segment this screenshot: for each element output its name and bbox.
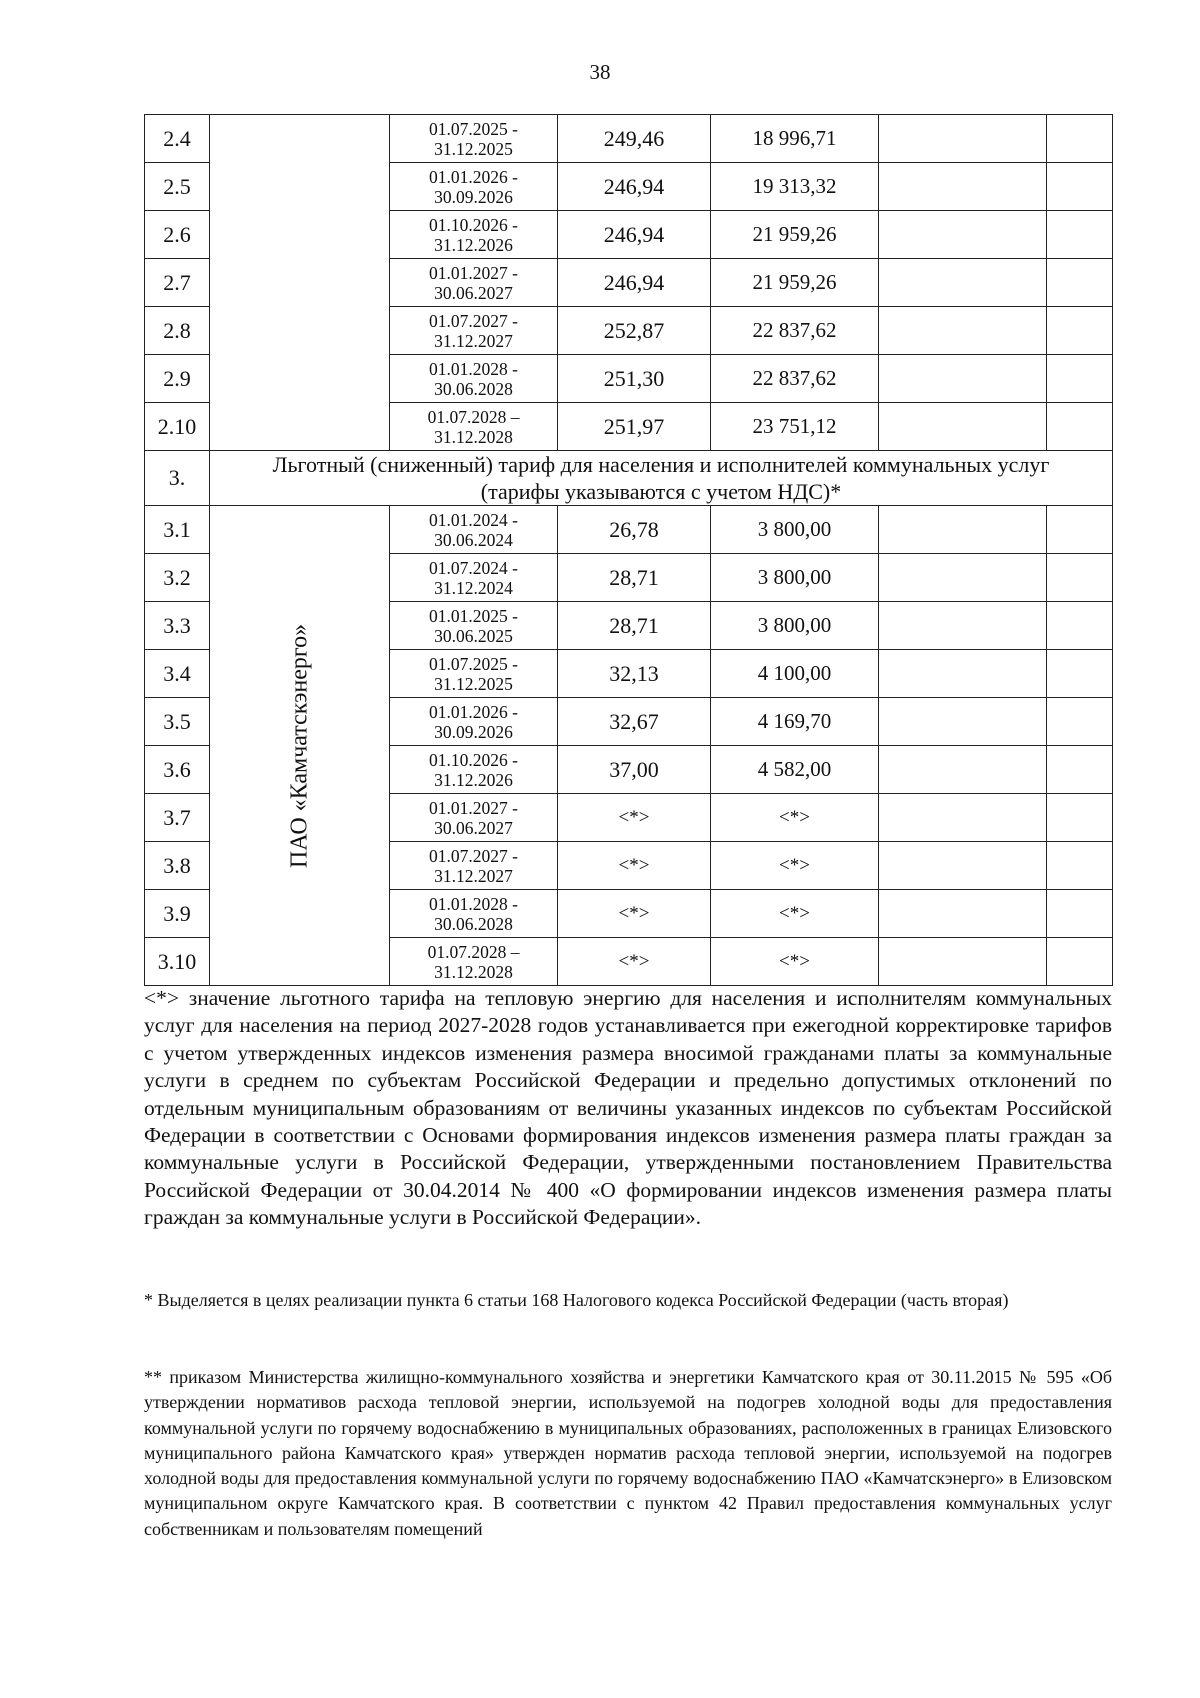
row-number: 3.5 [145, 698, 210, 746]
section-title-line1: Льготный (сниженный) тариф для населения и исполнителей коммунальных услуг [272, 452, 1050, 477]
page-number: 38 [589, 60, 611, 84]
period-from: 01.01.2025 - [429, 605, 518, 626]
empty-cell [1047, 842, 1113, 890]
empty-cell [1047, 794, 1113, 842]
tariff-value-cell: 3 800,00 [711, 506, 879, 554]
row-number: 3.3 [145, 602, 210, 650]
section-title [210, 451, 1113, 506]
empty-cell [1047, 938, 1113, 986]
tariff-table-body [145, 115, 1113, 986]
period-to: 31.12.2028 [434, 426, 513, 447]
empty-cell [1047, 259, 1113, 307]
tariff-rate-cell: <*> [558, 794, 711, 842]
tariff-value-cell: 19 313,32 [711, 163, 879, 211]
period-cell [390, 554, 558, 602]
tariff-value-cell: 22 837,62 [711, 355, 879, 403]
empty-cell [1047, 746, 1113, 794]
period-cell [390, 115, 558, 163]
star-footnote: <*> значение льготного тарифа на тепловую энергию для населения и исполнителям коммунальных услуг для населения на период 2027-2028 годов устанавливается при ежегодной корректировке тарифов с учетом утвержденных индексов изменения размера вносимой гражданами платы за коммунальные услуги в среднем по субъектам Российской Федерации и предельно допустимых отклонений по отдельным муниципальным образованиям от величины указанных индексов по субъектам Российской Федерации в соответствии с Основами формирования индексов изменения размера платы граждан за коммунальные услуги в Российской Федерации, утвержденными постановлением Правительства Российской Федерации от 30.04.2014 № 400 «О формировании индексов изменения размера платы граждан за коммунальные услуги в Российской Федерации». [144, 986, 1112, 1230]
period-from: 01.01.2027 - [429, 797, 518, 818]
empty-cell [879, 842, 1047, 890]
period-cell [390, 602, 558, 650]
empty-cell [879, 115, 1047, 163]
empty-cell [1047, 307, 1113, 355]
period-cell [390, 842, 558, 890]
period-from: 01.01.2028 - [429, 358, 518, 379]
empty-cell [1047, 554, 1113, 602]
row-number: 3.1 [145, 506, 210, 554]
empty-cell [879, 403, 1047, 451]
period-to: 31.12.2025 [434, 138, 513, 159]
table-row [145, 506, 1113, 554]
period-from: 01.07.2025 - [429, 653, 518, 674]
row-number: 3.10 [145, 938, 210, 986]
empty-cell [1047, 506, 1113, 554]
empty-cell [879, 938, 1047, 986]
tariff-rate-cell: <*> [558, 842, 711, 890]
period-to: 31.12.2026 [434, 769, 513, 790]
tariff-value-cell: 4 169,70 [711, 698, 879, 746]
tariff-value-cell: <*> [711, 842, 879, 890]
period-cell [390, 794, 558, 842]
row-number: 2.10 [145, 403, 210, 451]
row-number: 3.8 [145, 842, 210, 890]
tariff-rate-cell: 252,87 [558, 307, 711, 355]
period-to: 30.09.2026 [434, 186, 513, 207]
empty-cell [1047, 698, 1113, 746]
tariff-value-cell: 18 996,71 [711, 115, 879, 163]
tariff-rate-cell: 251,97 [558, 403, 711, 451]
period-from: 01.01.2027 - [429, 262, 518, 283]
row-number: 3.7 [145, 794, 210, 842]
period-from: 01.01.2026 - [429, 701, 518, 722]
tariff-table [144, 114, 1113, 986]
period-cell [390, 307, 558, 355]
row-number: 3.6 [145, 746, 210, 794]
tariff-rate-cell: 246,94 [558, 211, 711, 259]
period-from: 01.07.2025 - [429, 118, 518, 139]
empty-cell [879, 698, 1047, 746]
row-number: 2.9 [145, 355, 210, 403]
section-title-line2: (тарифы указываются с учетом НДС)* [480, 479, 842, 504]
empty-cell [879, 259, 1047, 307]
tariff-rate-cell: 32,13 [558, 650, 711, 698]
tariff-value-cell: 3 800,00 [711, 554, 879, 602]
empty-cell [879, 307, 1047, 355]
empty-cell [879, 355, 1047, 403]
empty-cell [1047, 403, 1113, 451]
tariff-rate-cell: 246,94 [558, 259, 711, 307]
section-number: 3. [145, 451, 210, 506]
period-to: 30.06.2027 [434, 817, 513, 838]
period-cell [390, 211, 558, 259]
period-cell [390, 938, 558, 986]
empty-cell [1047, 650, 1113, 698]
tariff-rate-cell: 37,00 [558, 746, 711, 794]
tariff-rate-cell: 246,94 [558, 163, 711, 211]
tariff-value-cell: 4 100,00 [711, 650, 879, 698]
empty-cell [1047, 115, 1113, 163]
table-row [145, 115, 1113, 163]
row-number: 3.2 [145, 554, 210, 602]
tariff-value-cell: 21 959,26 [711, 259, 879, 307]
period-to: 31.12.2028 [434, 961, 513, 982]
period-from: 01.10.2026 - [429, 214, 518, 235]
row-number: 2.6 [145, 211, 210, 259]
row-number: 2.4 [145, 115, 210, 163]
empty-cell [879, 163, 1047, 211]
row-number: 2.8 [145, 307, 210, 355]
period-from: 01.07.2027 - [429, 845, 518, 866]
tariff-rate-cell: <*> [558, 890, 711, 938]
empty-cell [1047, 890, 1113, 938]
empty-cell [879, 602, 1047, 650]
row-number: 3.9 [145, 890, 210, 938]
empty-cell [1047, 602, 1113, 650]
tariff-value-cell: 22 837,62 [711, 307, 879, 355]
organization-label: ПАО «Камчатскэнерго» [286, 623, 312, 868]
organization-cell [210, 115, 390, 451]
tariff-rate-cell: <*> [558, 938, 711, 986]
period-to: 31.12.2025 [434, 673, 513, 694]
period-from: 01.10.2026 - [429, 749, 518, 770]
tariff-rate-cell: 32,67 [558, 698, 711, 746]
period-from: 01.07.2028 – [427, 941, 520, 962]
tariff-value-cell: 23 751,12 [711, 403, 879, 451]
section-header-row [145, 451, 1113, 506]
row-number: 2.7 [145, 259, 210, 307]
period-cell [390, 163, 558, 211]
tariff-value-cell: 4 582,00 [711, 746, 879, 794]
tariff-rate-cell: 26,78 [558, 506, 711, 554]
period-cell [390, 698, 558, 746]
period-to: 30.09.2026 [434, 721, 513, 742]
tariff-rate-cell: 249,46 [558, 115, 711, 163]
empty-cell [879, 506, 1047, 554]
tariff-value-cell: 21 959,26 [711, 211, 879, 259]
tariff-value-cell: 3 800,00 [711, 602, 879, 650]
period-from: 01.01.2026 - [429, 166, 518, 187]
period-to: 30.06.2025 [434, 625, 513, 646]
period-to: 31.12.2027 [434, 865, 513, 886]
period-cell [390, 650, 558, 698]
period-cell [390, 506, 558, 554]
organization-cell [210, 506, 390, 986]
tariff-rate-cell: 28,71 [558, 602, 711, 650]
empty-cell [879, 746, 1047, 794]
empty-cell [879, 554, 1047, 602]
row-number: 2.5 [145, 163, 210, 211]
empty-cell [1047, 211, 1113, 259]
tariff-value-cell: <*> [711, 890, 879, 938]
period-from: 01.01.2024 - [429, 509, 518, 530]
period-to: 31.12.2024 [434, 577, 513, 598]
empty-cell [1047, 163, 1113, 211]
empty-cell [879, 650, 1047, 698]
tariff-value-cell: <*> [711, 794, 879, 842]
period-from: 01.07.2027 - [429, 310, 518, 331]
period-cell [390, 890, 558, 938]
empty-cell [879, 794, 1047, 842]
empty-cell [879, 211, 1047, 259]
period-to: 30.06.2027 [434, 282, 513, 303]
period-cell [390, 355, 558, 403]
period-cell [390, 403, 558, 451]
tariff-value-cell: <*> [711, 938, 879, 986]
period-to: 30.06.2028 [434, 913, 513, 934]
empty-cell [879, 890, 1047, 938]
empty-cell [1047, 355, 1113, 403]
period-to: 30.06.2028 [434, 378, 513, 399]
period-to: 31.12.2027 [434, 330, 513, 351]
vat-footnote: * Выделяется в целях реализации пункта 6 статьи 168 Налогового кодекса Российской Федерации (часть вторая) [144, 1290, 1009, 1310]
period-to: 30.06.2024 [434, 529, 513, 550]
normative-footnote: ** приказом Министерства жилищно-коммунального хозяйства и энергетики Камчатского края от 30.11.2015 № 595 «Об утверждении нормативов расхода тепловой энергии, используемой на подогрев холодной воды для предоставления коммунальной услуги по горячему водоснабжению в муниципальных образованиях, расположенных в границах Елизовского муниципального района Камчатского края» утвержден норматив расхода тепловой энергии, используемой на подогрев холодной воды для предоставления коммунальной услуги по горячему водоснабжению ПАО «Камчатскэнерго» в Елизовском муниципальном округе Камчатского края. В соответствии с пунктом 42 Правил предоставления коммунальных услуг собственникам и пользователям помещений [144, 1367, 1112, 1539]
period-cell [390, 259, 558, 307]
row-number: 3.4 [145, 650, 210, 698]
period-cell [390, 746, 558, 794]
tariff-rate-cell: 251,30 [558, 355, 711, 403]
tariff-rate-cell: 28,71 [558, 554, 711, 602]
period-from: 01.07.2028 – [427, 406, 520, 427]
period-to: 31.12.2026 [434, 234, 513, 255]
period-from: 01.01.2028 - [429, 893, 518, 914]
period-from: 01.07.2024 - [429, 557, 518, 578]
